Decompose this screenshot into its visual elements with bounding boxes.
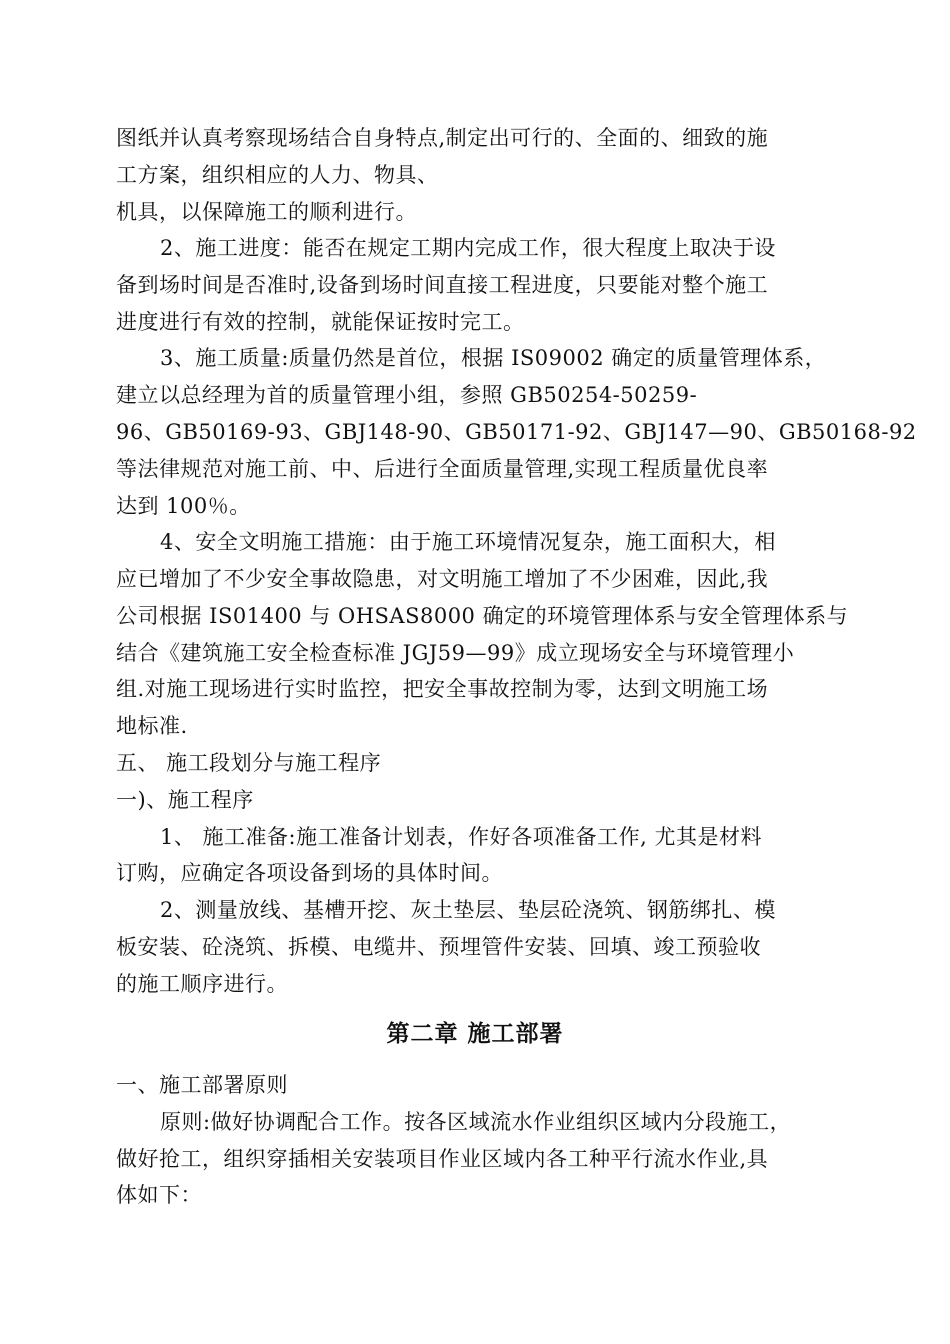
paragraph-line: 进度进行有效的控制，就能保证按时完工。 — [116, 310, 525, 334]
paragraph-line: 结合《建筑施工安全检查标准 JGJ59—99》成立现场安全与环境管理小 — [116, 641, 795, 665]
section-heading: 五、 施工段划分与施工程序 — [116, 751, 382, 775]
paragraph-line: 4、安全文明施工措施：由于施工环境情况复杂，施工面积大，相 — [160, 530, 776, 554]
paragraph-line: 应已增加了不少安全事故隐患，对文明施工增加了不少困难，因此,我 — [116, 567, 769, 591]
paragraph-line: 工方案，组织相应的人力、物具、 — [116, 163, 439, 187]
paragraph-line: 96、GB50169-93、GBJ148-90、GB50171-92、GBJ147—90、GB50168-92 — [116, 420, 917, 444]
paragraph-line: 图纸并认真考察现场结合自身特点,制定出可行的、全面的、细致的施 — [116, 126, 769, 150]
paragraph-line: 的施工顺序进行。 — [116, 972, 288, 996]
paragraph-line: 订购，应确定各项设备到场的具体时间。 — [116, 861, 503, 885]
paragraph-line: 建立以总经理为首的质量管理小组，参照 GB50254-50259- — [116, 383, 698, 407]
paragraph-line: 达到 100％。 — [116, 494, 251, 518]
paragraph-line: 3、施工质量:质量仍然是首位，根据 IS09002 确定的质量管理体系， — [160, 346, 827, 370]
paragraph-line: 组.对施工现场进行实时监控，把安全事故控制为零，达到文明施工场 — [116, 677, 769, 701]
paragraph-line: 原则:做好协调配合工作。按各区域流水作业组织区域内分段施工， — [160, 1110, 792, 1134]
subsection-heading: 一)、施工程序 — [116, 788, 254, 812]
paragraph-line: 备到场时间是否准时,设备到场时间直接工程进度，只要能对整个施工 — [116, 273, 769, 297]
chapter-title: 第二章 施工部署 — [386, 1020, 564, 1047]
paragraph-line: 地标准. — [116, 714, 188, 738]
paragraph-line: 1、 施工准备:施工准备计划表，作好各项准备工作, 尤其是材料 — [160, 825, 762, 849]
paragraph-line: 2、测量放线、基槽开挖、灰土垫层、垫层砼浇筑、钢筋绑扎、模 — [160, 898, 776, 922]
paragraph-line: 做好抢工，组织穿插相关安装项目作业区域内各工种平行流水作业,具 — [116, 1147, 769, 1171]
paragraph-line: 2、施工进度：能否在规定工期内完成工作，很大程度上取决于设 — [160, 236, 776, 260]
section-heading: 一、施工部署原则 — [116, 1073, 288, 1097]
paragraph-line: 等法律规范对施工前、中、后进行全面质量管理,实现工程质量优良率 — [116, 457, 769, 481]
paragraph-line: 公司根据 IS01400 与 OHSAS8000 确定的环境管理体系与安全管理体系与 — [116, 604, 849, 628]
paragraph-line: 机具，以保障施工的顺利进行。 — [116, 200, 417, 224]
paragraph-line: 板安装、砼浇筑、拆模、电缆井、预埋管件安装、回填、竣工预验收 — [116, 935, 761, 959]
paragraph-line: 体如下： — [116, 1183, 202, 1207]
